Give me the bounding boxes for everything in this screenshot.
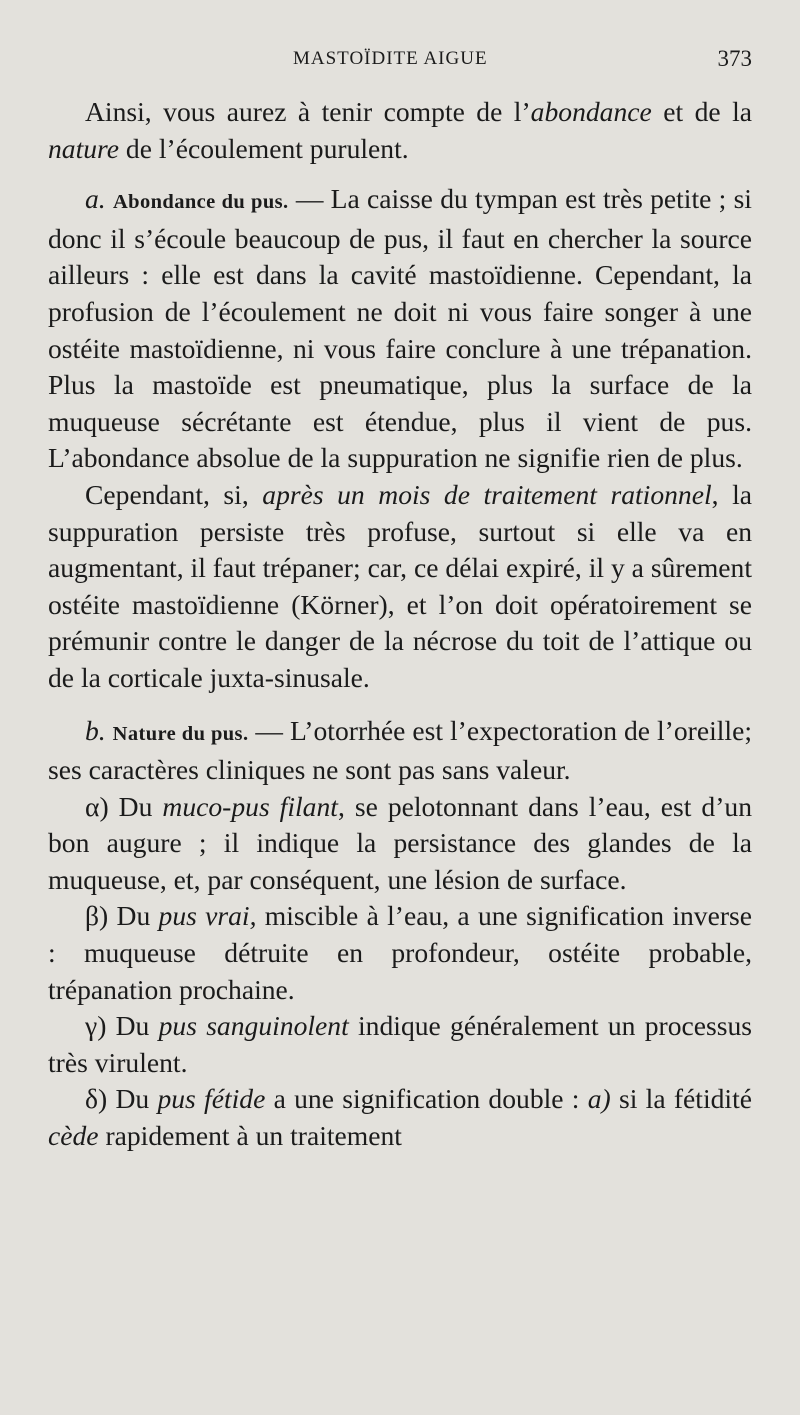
italic-run: a) — [587, 1083, 611, 1115]
italic-run: pus vrai, — [158, 900, 257, 932]
paragraph-abondance — [48, 181, 752, 477]
text-run: de l’écoulement purulent. — [119, 132, 409, 164]
text-run: et de la — [651, 96, 752, 127]
text-run: — L’otorrhée est l’expectoration de l’oreille; ses caractères cliniques ne sont pas sans valeur. — [48, 714, 752, 786]
italic-run: pus sanguinolent — [158, 1010, 349, 1042]
text-run: indique généralement un processus très virulent. — [48, 1010, 753, 1078]
paragraph-alpha — [48, 789, 752, 899]
section-heading: Nature du pus. — [112, 722, 249, 745]
italic-run: après un mois de traitement rationnel — [262, 478, 712, 510]
paragraph-intro — [48, 94, 752, 167]
italic-run: abondance — [530, 96, 652, 127]
paragraph-delta — [48, 1081, 752, 1154]
section-heading: Abondance du pus. — [112, 191, 289, 214]
section-label: a. — [85, 183, 106, 215]
text-run: , se pelotonnant dans l’eau, est d’un bon augure ; il indique la persistance des glandes de la muqueuse, et, par conséquent, une lésion de surface. — [48, 790, 752, 895]
italic-run: cède — [48, 1120, 99, 1152]
italic-run: pus fétide — [157, 1083, 266, 1115]
page-body — [48, 94, 752, 1155]
section-label: b. — [85, 714, 106, 746]
paragraph-beta — [48, 898, 752, 1008]
text-run: rapidement à un traitement — [98, 1120, 402, 1152]
text-run: miscible à l’eau, a une signification inverse : muqueuse détruite en profondeur, ostéite probable, trépanation prochaine. — [48, 900, 752, 1005]
running-title: MASTOÏDITE AIGUE — [293, 48, 488, 69]
text-run: γ) Du — [85, 1010, 159, 1042]
page-number: 373 — [717, 46, 752, 71]
italic-run: nature — [48, 132, 120, 164]
text-run: Ainsi, vous aurez à tenir compte de l’ — [85, 96, 531, 127]
text-run: , la suppuration persiste très profuse, surtout si elle va en augmentant, il faut trépaner; car, ce délai expiré, il y a sûrement ostéite mastoïdienne (Körner), et l’on doit opératoirement se prémunir contre le danger de la nécrose du toit de l’attique ou de la corticale juxta-sinusale. — [48, 478, 753, 693]
text-run: — La caisse du tympan est très petite ; si donc il s’écoule beaucoup de pus, il faut en chercher la source ailleurs : elle est dans la cavité mastoïdienne. Cependant, la profusion de l’écoulement ne doit ni vous faire songer à une ostéite mastoïdienne, ni vous faire conclure à une trépanation. Plus la mastoïde est pneumatique, plus la surface de la muqueuse sécrétante est étendue, plus il vient de pus. L’abondance absolue de la suppuration ne signifie rien de plus. — [48, 183, 752, 474]
text-run: a une signification double : — [265, 1083, 588, 1115]
text-run: Cependant, si, — [85, 478, 263, 510]
text-run: α) Du — [85, 790, 163, 822]
paragraph-cependant — [48, 477, 752, 697]
page-header — [0, 44, 800, 78]
text-run: β) Du — [85, 900, 159, 932]
paragraph-nature — [48, 713, 752, 789]
text-run: δ) Du — [85, 1083, 158, 1115]
italic-run: muco-pus filant — [162, 790, 338, 822]
text-run: si la fétidité — [610, 1083, 752, 1115]
paragraph-gamma — [48, 1008, 752, 1081]
